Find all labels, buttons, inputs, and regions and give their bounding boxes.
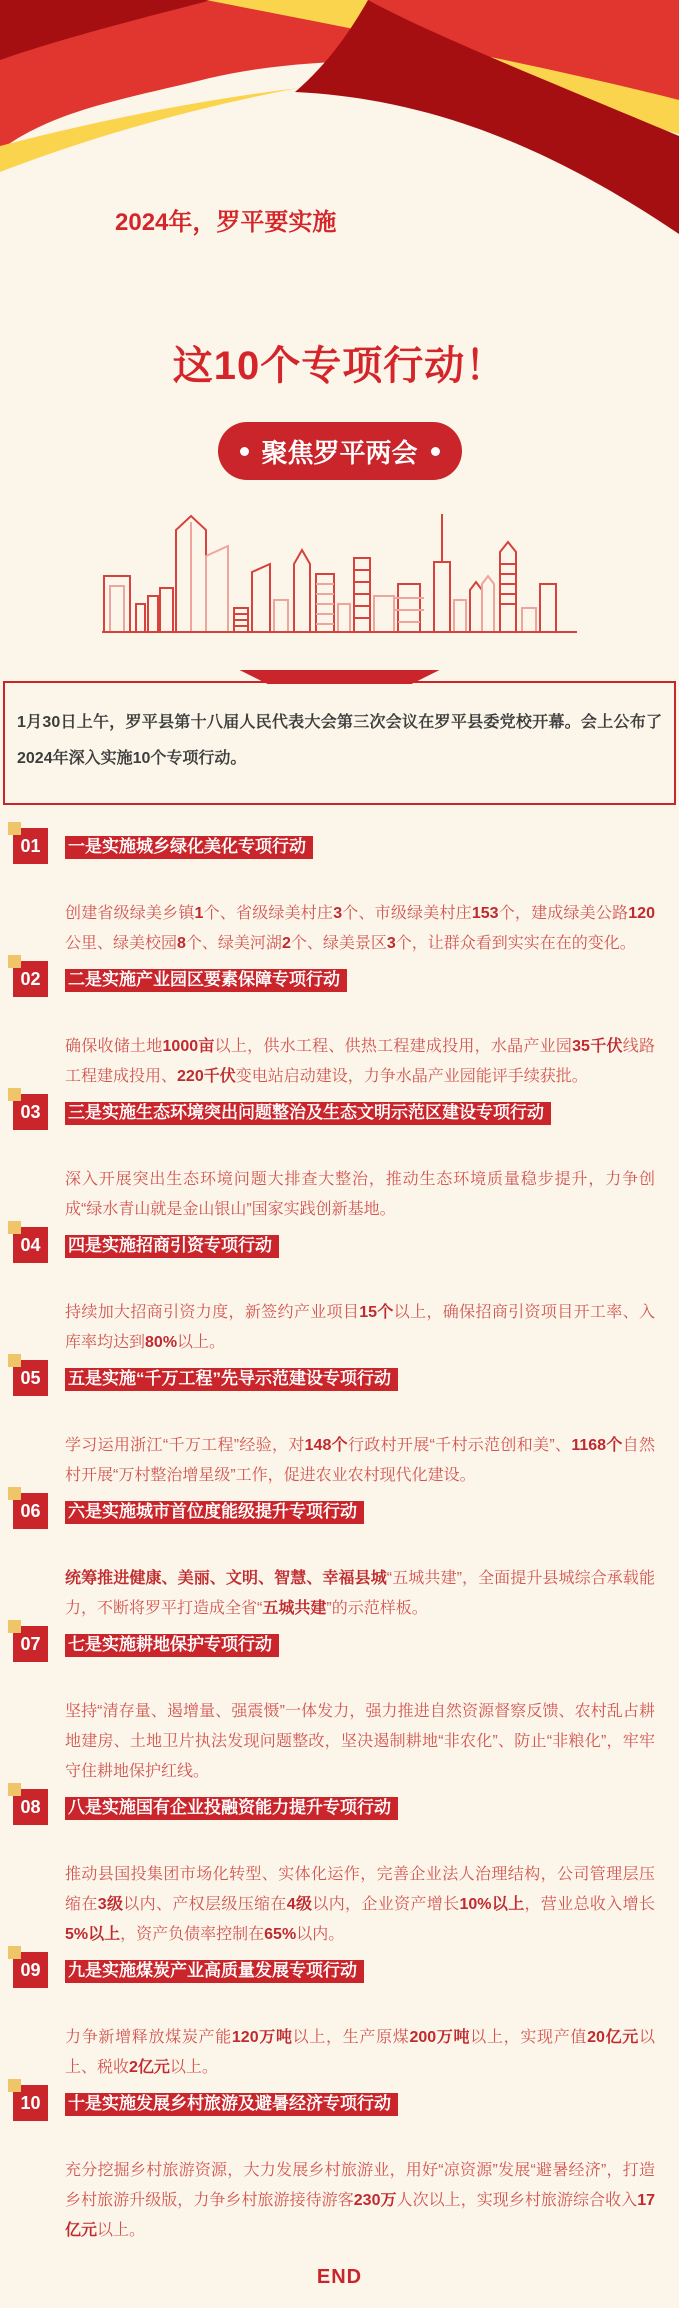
- section-title: 四是实施招商引资专项行动: [65, 1235, 279, 1258]
- section-title: 八是实施国有企业投融资能力提升专项行动: [65, 1797, 398, 1820]
- intro-box: [3, 681, 676, 805]
- hero-banner: [0, 0, 679, 660]
- section-title: 三是实施生态环境突出问题整治及生态文明示范区建设专项行动: [65, 1102, 551, 1125]
- section-number-badge: 02: [13, 961, 48, 997]
- end-label: END: [316, 2266, 363, 2288]
- section-title: 九是实施煤炭产业高质量发展专项行动: [65, 1960, 364, 1983]
- section-number-badge: 05: [13, 1360, 48, 1396]
- section-body: 推动县国投集团市场化转型、实体化运作，完善企业法人治理结构，公司管理层压缩在3级以内、产权层级压缩在4级以内，企业资产增长10%以上，营业总收入增长5%以上，资产负债率控制在65%以内。: [65, 1866, 655, 1943]
- section-body: 持续加大招商引资力度，新签约产业项目15个以上，确保招商引资项目开工率、入库率均达到80%以上。: [65, 1304, 655, 1351]
- section-number-badge: 03: [13, 1094, 48, 1130]
- section-number-badge: 09: [13, 1952, 48, 1988]
- section-title: 六是实施城市首位度能级提升专项行动: [65, 1501, 364, 1524]
- section-number-badge: 01: [13, 828, 48, 864]
- action-section: [20, 1227, 655, 1358]
- intro-text: 1月30日上午，罗平县第十八届人民代表大会第三次会议在罗平县委党校开幕。会上公布了2024年深入实施10个专项行动。: [17, 714, 662, 767]
- action-section: [20, 961, 655, 1092]
- section-number-badge: 06: [13, 1493, 48, 1529]
- section-title: 十是实施发展乡村旅游及避暑经济专项行动: [65, 2093, 398, 2116]
- focus-badge-label: 聚焦罗平两会: [261, 437, 418, 468]
- section-body: 统筹推进健康、美丽、文明、智慧、幸福县城“五城共建”，全面提升县城综合承载能力，不断将罗平打造成全省“五城共建”的示范样板。: [65, 1570, 655, 1617]
- section-title: 二是实施产业园区要素保障专项行动: [65, 969, 347, 992]
- skyline-illustration: [102, 512, 577, 640]
- section-body: 坚持“清存量、遏增量、强震慑”一体发力，强力推进自然资源督察反馈、农村乱占耕地建房、土地卫片执法发现问题整改，坚决遏制耕地“非农化”、防止“非粮化”，牢牢守住耕地保护红线。: [65, 1703, 655, 1780]
- action-section: [20, 1789, 655, 1950]
- section-body: 确保收储土地1000亩以上，供水工程、供热工程建成投用，水晶产业园35千伏线路工程建成投用、220千伏变电站启动建设，力争水晶产业园能评手续获批。: [65, 1038, 655, 1085]
- section-number-badge: 08: [13, 1789, 48, 1825]
- section-body: 学习运用浙江“千万工程”经验，对148个行政村开展“千村示范创和美”、1168个自然村开展“万村整治增星级”工作，促进农业农村现代化建设。: [65, 1437, 655, 1484]
- section-title: 一是实施城乡绿化美化专项行动: [65, 836, 313, 859]
- section-body: 深入开展突出生态环境问题大排查大整治，推动生态环境质量稳步提升，力争创成“绿水青山就是金山银山”国家实践创新基地。: [65, 1171, 655, 1218]
- focus-badge: [217, 422, 461, 480]
- section-number-badge: 07: [13, 1626, 48, 1662]
- section-title: 五是实施“千万工程”先导示范建设专项行动: [65, 1368, 398, 1391]
- section-body: 创建省级绿美乡镇1个、省级绿美村庄3个、市级绿美村庄153个，建成绿美公路120公里、绿美校园8个、绿美河湖2个、绿美景区3个，让群众看到实实在在的变化。: [65, 905, 655, 952]
- section-title: 七是实施耕地保护专项行动: [65, 1634, 279, 1657]
- action-section: [20, 2085, 655, 2246]
- action-section: [20, 1094, 655, 1225]
- badge-right-dot-icon: [431, 447, 440, 456]
- ribbon-banner-graphic: [0, 0, 679, 240]
- sections: [0, 828, 679, 2246]
- badge-left-dot-icon: [239, 447, 248, 456]
- section-body: 充分挖掘乡村旅游资源，大力发展乡村旅游业，用好“凉资源”发展“避暑经济”，打造乡村旅游升级版，力争乡村旅游接待游客230万人次以上，实现乡村旅游综合收入17亿元以上。: [65, 2162, 655, 2239]
- action-section: [20, 1493, 655, 1624]
- section-number-badge: 10: [13, 2085, 48, 2121]
- action-section: [20, 1952, 655, 2083]
- action-section: [20, 828, 655, 959]
- action-section: [20, 1360, 655, 1491]
- ribbon-fold-icon: [240, 670, 440, 684]
- section-number-badge: 04: [13, 1227, 48, 1263]
- action-section: [20, 1626, 655, 1787]
- page-title: 这10个专项行动！: [172, 344, 507, 388]
- section-body: 力争新增释放煤炭产能120万吨以上，生产原煤200万吨以上，实现产值20亿元以上、税收2亿元以上。: [65, 2029, 655, 2076]
- hero-kicker: 2024年，罗平要实施: [115, 209, 337, 236]
